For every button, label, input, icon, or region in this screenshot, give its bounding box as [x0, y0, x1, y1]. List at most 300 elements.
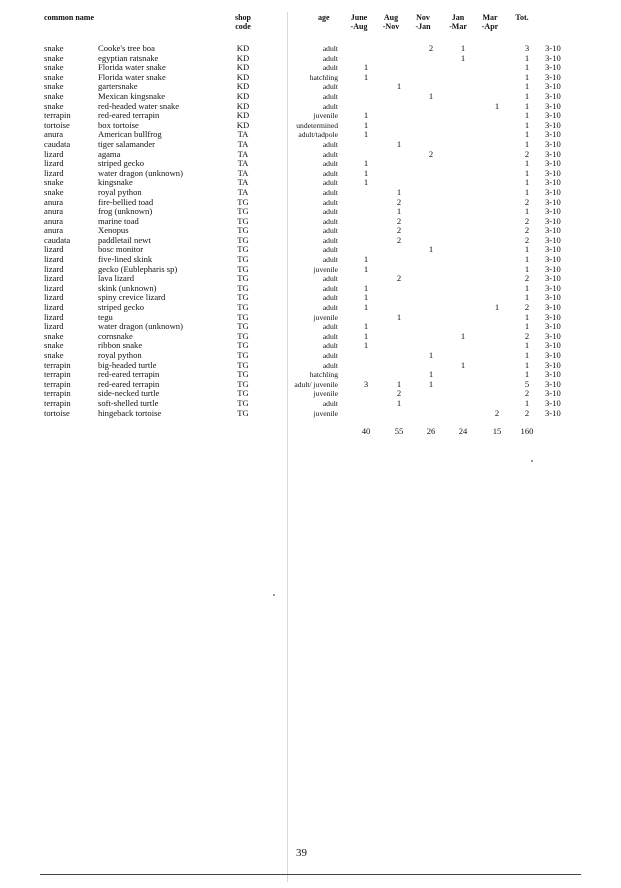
row-common-name: tiger salamander: [98, 138, 156, 149]
row-age: adult: [322, 149, 338, 159]
row-group: snake: [44, 340, 64, 351]
row-shop-code: TG: [237, 359, 249, 370]
row-shop-code: TA: [237, 138, 249, 149]
row-common-name: cornsnake: [98, 330, 133, 341]
row-common-name: kingsnake: [98, 177, 133, 188]
row-range: 3-10: [545, 321, 561, 332]
row-total: 2: [524, 388, 530, 399]
row-age: adult: [322, 216, 338, 226]
scan-speck: [273, 594, 275, 596]
row-age: adult: [322, 341, 338, 351]
row-range: 3-10: [545, 388, 561, 399]
row-common-name: skink (unknown): [98, 282, 157, 293]
row-group: snake: [44, 52, 64, 63]
row-group: terrapin: [44, 378, 71, 389]
row-group: terrapin: [44, 388, 71, 399]
header-common-name: common name: [44, 13, 94, 22]
row-shop-code: TG: [237, 273, 249, 284]
row-group: anura: [44, 225, 64, 236]
row-shop-code: KD: [236, 90, 250, 101]
row-range: 3-10: [545, 407, 561, 418]
row-group: snake: [44, 81, 64, 92]
header-age: age: [318, 13, 330, 22]
row-range: 3-10: [545, 378, 561, 389]
row-june-aug: 1: [363, 340, 369, 351]
row-june-aug: 1: [363, 263, 369, 274]
row-june-aug: 1: [363, 129, 369, 140]
row-common-name: soft-shelled turtle: [98, 397, 159, 408]
row-range: 3-10: [545, 129, 561, 140]
row-common-name: marine toad: [98, 215, 139, 226]
header-jan-2: -Mar: [449, 22, 467, 31]
row-total: 1: [524, 119, 530, 130]
species-table: [0, 44, 621, 418]
row-total: 1: [524, 206, 530, 217]
row-shop-code: TG: [237, 350, 249, 360]
row-june-aug: 3: [363, 378, 369, 389]
row-total: 1: [524, 186, 530, 197]
row-aug-nov: 1: [396, 206, 402, 217]
row-common-name: Florida water snake: [98, 71, 166, 82]
row-shop-code: TG: [237, 302, 249, 313]
row-common-name: striped gecko: [98, 158, 145, 169]
row-range: 3-10: [545, 282, 561, 293]
row-group: snake: [44, 62, 64, 73]
row-age: adult: [322, 91, 338, 101]
row-total: 1: [524, 282, 530, 293]
total-jan-mar: 24: [458, 426, 468, 436]
row-group: lizard: [44, 302, 64, 313]
row-total: 1: [524, 167, 530, 178]
total-june-aug: 40: [361, 426, 371, 436]
row-range: 3-10: [545, 254, 561, 265]
row-shop-code: TG: [237, 407, 249, 418]
row-group: lizard: [44, 167, 64, 178]
row-june-aug: 1: [363, 292, 369, 303]
row-age: adult: [322, 293, 338, 303]
row-group: anura: [44, 215, 64, 226]
total-overall: 160: [520, 426, 534, 436]
row-group: lizard: [44, 158, 64, 169]
row-group: terrapin: [44, 359, 71, 370]
row-mar-apr: 2: [494, 407, 500, 418]
row-group: snake: [44, 90, 64, 101]
row-aug-nov: 1: [396, 311, 402, 322]
row-common-name: American bullfrog: [98, 129, 162, 140]
row-total: 1: [524, 350, 530, 360]
row-age: adult: [322, 331, 338, 341]
row-range: 3-10: [545, 148, 561, 159]
total-aug-nov: 55: [394, 426, 404, 436]
row-total: 1: [524, 340, 530, 351]
row-common-name: big-headed turtle: [98, 359, 157, 370]
row-group: snake: [44, 330, 64, 341]
row-age: adult: [322, 44, 338, 53]
row-range: 3-10: [545, 369, 561, 380]
row-common-name: gecko (Eublepharis sp): [98, 263, 178, 274]
row-june-aug: 1: [363, 282, 369, 293]
row-common-name: water dragon (unknown): [98, 321, 183, 332]
row-aug-nov: 1: [396, 138, 402, 149]
row-total: 1: [524, 263, 530, 274]
row-total: 1: [524, 62, 530, 73]
row-range: 3-10: [545, 52, 561, 63]
row-shop-code: KD: [236, 62, 250, 73]
page-number: 39: [296, 847, 307, 859]
row-total: 5: [524, 378, 530, 389]
row-group: snake: [44, 100, 64, 111]
total-nov-jan: 26: [426, 426, 436, 436]
row-age: adult: [322, 178, 338, 188]
row-age: hatchling: [309, 72, 338, 82]
row-common-name: striped gecko: [98, 302, 145, 313]
row-group: caudata: [44, 138, 71, 149]
row-june-aug: 1: [363, 158, 369, 169]
row-total: 1: [524, 71, 530, 82]
row-age: adult: [322, 255, 338, 265]
row-age: adult: [322, 303, 338, 313]
row-common-name: bosc monitor: [98, 244, 144, 255]
row-shop-code: TG: [237, 292, 249, 303]
row-common-name: agama: [98, 148, 121, 159]
row-common-name: side-necked turtle: [98, 388, 160, 399]
row-range: 3-10: [545, 43, 561, 53]
row-june-aug: 1: [363, 119, 369, 130]
row-range: 3-10: [545, 100, 561, 111]
row-june-aug: 1: [363, 321, 369, 332]
row-common-name: gartersnake: [98, 81, 138, 92]
header-nov: Nov: [416, 13, 430, 22]
row-age: adult: [322, 159, 338, 169]
row-age: juvenile: [313, 264, 338, 274]
row-age: adult: [322, 322, 338, 332]
row-total: 2: [524, 148, 530, 159]
row-total: 1: [524, 359, 530, 370]
row-age: adult/ juvenile: [294, 379, 338, 389]
row-shop-code: TA: [237, 177, 249, 188]
row-group: lizard: [44, 244, 64, 255]
row-shop-code: TG: [237, 311, 249, 322]
row-group: snake: [44, 71, 64, 82]
bottom-rule: [40, 874, 581, 875]
row-total: 1: [524, 321, 530, 332]
header-code: code: [235, 22, 251, 31]
row-group: lizard: [44, 273, 64, 284]
row-age: adult: [322, 351, 338, 360]
row-jan-mar: 1: [460, 43, 466, 53]
row-group: snake: [44, 43, 64, 53]
row-age: adult: [322, 398, 338, 408]
row-jan-mar: 1: [460, 330, 466, 341]
row-range: 3-10: [545, 263, 561, 274]
row-shop-code: TG: [237, 263, 249, 274]
row-total: 1: [524, 138, 530, 149]
row-range: 3-10: [545, 350, 561, 360]
row-total: 2: [524, 302, 530, 313]
row-shop-code: KD: [236, 110, 250, 121]
row-june-aug: 1: [363, 167, 369, 178]
row-group: terrapin: [44, 369, 71, 380]
row-age: juvenile: [313, 111, 338, 121]
row-common-name: lava lizard: [98, 273, 135, 284]
row-group: lizard: [44, 263, 64, 274]
header-nov-2: -Jan: [415, 22, 431, 31]
row-nov-jan: 1: [428, 350, 434, 360]
row-range: 3-10: [545, 397, 561, 408]
row-common-name: Florida water snake: [98, 62, 166, 73]
header-mar: Mar: [482, 13, 498, 22]
row-shop-code: TG: [237, 196, 249, 207]
row-age: juvenile: [313, 389, 338, 399]
row-total: 1: [524, 292, 530, 303]
row-age: adult: [322, 207, 338, 217]
row-common-name: royal python: [98, 186, 142, 197]
totals-row: [0, 426, 621, 436]
row-age: adult: [322, 187, 338, 197]
row-range: 3-10: [545, 62, 561, 73]
row-shop-code: TA: [237, 148, 249, 159]
row-common-name: tegu: [98, 311, 113, 322]
row-common-name: Xenopus: [98, 225, 129, 236]
row-age: adult: [322, 101, 338, 111]
row-common-name: ribbon snake: [98, 340, 143, 351]
row-nov-jan: 1: [428, 90, 434, 101]
row-aug-nov: 2: [396, 196, 402, 207]
row-range: 3-10: [545, 273, 561, 284]
row-total: 2: [524, 273, 530, 284]
row-nov-jan: 1: [428, 369, 434, 380]
row-age: adult: [322, 53, 338, 63]
row-age: adult: [322, 360, 338, 370]
row-nov-jan: 2: [428, 43, 434, 53]
row-range: 3-10: [545, 177, 561, 188]
row-group: caudata: [44, 234, 71, 245]
row-group: lizard: [44, 292, 64, 303]
row-shop-code: KD: [236, 100, 250, 111]
row-common-name: five-lined skink: [98, 254, 153, 265]
row-age: adult: [322, 274, 338, 284]
row-group: lizard: [44, 321, 64, 332]
row-common-name: Mexican kingsnake: [98, 90, 166, 101]
row-age: adult: [322, 63, 338, 73]
row-shop-code: KD: [236, 52, 250, 63]
row-total: 1: [524, 110, 530, 121]
row-mar-apr: 1: [494, 302, 500, 313]
row-total: 1: [524, 177, 530, 188]
row-range: 3-10: [545, 340, 561, 351]
row-total: 2: [524, 407, 530, 418]
row-june-aug: 1: [363, 71, 369, 82]
row-aug-nov: 1: [396, 186, 402, 197]
row-shop-code: KD: [236, 43, 250, 53]
row-jan-mar: 1: [460, 52, 466, 63]
row-shop-code: TG: [237, 397, 249, 408]
row-group: lizard: [44, 282, 64, 293]
row-shop-code: TA: [237, 129, 249, 140]
row-total: 1: [524, 129, 530, 140]
row-shop-code: TG: [237, 206, 249, 217]
row-shop-code: KD: [236, 81, 250, 92]
row-age: adult: [322, 139, 338, 149]
row-group: snake: [44, 177, 64, 188]
row-total: 2: [524, 196, 530, 207]
row-range: 3-10: [545, 158, 561, 169]
row-range: 3-10: [545, 138, 561, 149]
row-age: juvenile: [313, 312, 338, 322]
row-group: tortoise: [44, 119, 70, 130]
row-nov-jan: 1: [428, 378, 434, 389]
row-common-name: fire-bellied toad: [98, 196, 154, 207]
row-group: snake: [44, 350, 64, 360]
row-age: adult: [322, 283, 338, 293]
row-total: 1: [524, 81, 530, 92]
row-shop-code: TG: [237, 215, 249, 226]
row-common-name: red-eared terrapin: [98, 378, 160, 389]
header-aug: Aug: [383, 13, 399, 22]
row-common-name: frog (unknown): [98, 206, 153, 217]
row-group: lizard: [44, 148, 64, 159]
row-range: 3-10: [545, 311, 561, 322]
row-common-name: Cooke's tree boa: [98, 43, 155, 53]
row-total: 1: [524, 100, 530, 111]
header-aug-2: -Nov: [382, 22, 400, 31]
row-range: 3-10: [545, 196, 561, 207]
row-range: 3-10: [545, 244, 561, 255]
row-nov-jan: 2: [428, 148, 434, 159]
row-aug-nov: 1: [396, 81, 402, 92]
row-shop-code: TA: [237, 158, 249, 169]
row-aug-nov: 1: [396, 378, 402, 389]
row-age: adult: [322, 235, 338, 245]
row-range: 3-10: [545, 186, 561, 197]
row-june-aug: 1: [363, 62, 369, 73]
row-mar-apr: 1: [494, 100, 500, 111]
row-common-name: red-eared terrapin: [98, 369, 160, 380]
row-group: anura: [44, 129, 64, 140]
row-common-name: egyptian ratsnake: [98, 52, 159, 63]
row-shop-code: TG: [237, 378, 249, 389]
row-nov-jan: 1: [428, 244, 434, 255]
row-range: 3-10: [545, 302, 561, 313]
row-group: lizard: [44, 311, 64, 322]
row-common-name: red-eared terrapin: [98, 110, 160, 121]
row-shop-code: TG: [237, 340, 249, 351]
header-june-2: -Aug: [350, 22, 368, 31]
row-range: 3-10: [545, 215, 561, 226]
row-total: 2: [524, 330, 530, 341]
row-common-name: water dragon (unknown): [98, 167, 183, 178]
row-age: adult: [322, 197, 338, 207]
row-range: 3-10: [545, 292, 561, 303]
row-range: 3-10: [545, 119, 561, 130]
row-aug-nov: 2: [396, 388, 402, 399]
row-total: 3: [524, 43, 530, 53]
row-june-aug: 1: [363, 302, 369, 313]
header-jan: Jan: [451, 13, 465, 22]
row-shop-code: TG: [237, 234, 249, 245]
row-total: 2: [524, 225, 530, 236]
header-june: June: [350, 13, 368, 22]
row-total: 1: [524, 369, 530, 380]
row-shop-code: KD: [236, 71, 250, 82]
row-age: adult: [322, 168, 338, 178]
row-shop-code: TG: [237, 369, 249, 380]
row-june-aug: 1: [363, 110, 369, 121]
row-group: anura: [44, 206, 64, 217]
row-group: lizard: [44, 254, 64, 265]
row-shop-code: TA: [237, 167, 249, 178]
row-range: 3-10: [545, 167, 561, 178]
row-shop-code: TG: [237, 321, 249, 332]
row-range: 3-10: [545, 359, 561, 370]
row-age: undetermined: [296, 120, 338, 130]
row-shop-code: TG: [237, 244, 249, 255]
row-age: adult: [322, 245, 338, 255]
row-age: juvenile: [313, 408, 338, 418]
row-aug-nov: 2: [396, 225, 402, 236]
row-total: 1: [524, 158, 530, 169]
row-total: 1: [524, 397, 530, 408]
row-group: snake: [44, 186, 64, 197]
row-total: 1: [524, 90, 530, 101]
row-common-name: royal python: [98, 350, 142, 360]
row-range: 3-10: [545, 81, 561, 92]
row-range: 3-10: [545, 225, 561, 236]
row-total: 2: [524, 215, 530, 226]
row-june-aug: 1: [363, 177, 369, 188]
row-age: hatchling: [309, 370, 338, 380]
row-total: 2: [524, 234, 530, 245]
row-group: anura: [44, 196, 64, 207]
row-common-name: paddletail newt: [98, 234, 151, 245]
row-range: 3-10: [545, 71, 561, 82]
row-age: adult: [322, 226, 338, 236]
table-row: [0, 409, 621, 419]
row-common-name: red-headed water snake: [98, 100, 180, 111]
row-group: tortoise: [44, 407, 70, 418]
row-shop-code: TG: [237, 330, 249, 341]
header-tot: Tot.: [515, 13, 529, 22]
row-group: terrapin: [44, 397, 71, 408]
row-aug-nov: 2: [396, 273, 402, 284]
scan-speck: [531, 460, 533, 462]
row-aug-nov: 2: [396, 215, 402, 226]
row-common-name: spiny crevice lizard: [98, 292, 166, 303]
total-mar-apr: 15: [492, 426, 502, 436]
row-range: 3-10: [545, 90, 561, 101]
row-shop-code: TG: [237, 388, 249, 399]
row-age: adult: [322, 82, 338, 92]
header-mar-2: -Apr: [481, 22, 499, 31]
row-age: adult/tadpole: [298, 130, 338, 140]
row-common-name: hingeback tortoise: [98, 407, 162, 418]
row-common-name: box tortoise: [98, 119, 139, 130]
row-group: terrapin: [44, 110, 71, 121]
row-range: 3-10: [545, 330, 561, 341]
row-shop-code: KD: [236, 119, 250, 130]
header-shop: shop: [234, 13, 251, 22]
row-total: 1: [524, 244, 530, 255]
row-total: 1: [524, 311, 530, 322]
row-shop-code: TG: [237, 282, 249, 293]
row-range: 3-10: [545, 234, 561, 245]
row-total: 1: [524, 254, 530, 265]
row-range: 3-10: [545, 110, 561, 121]
row-aug-nov: 1: [396, 397, 402, 408]
row-total: 1: [524, 52, 530, 63]
row-range: 3-10: [545, 206, 561, 217]
row-shop-code: TG: [237, 254, 249, 265]
